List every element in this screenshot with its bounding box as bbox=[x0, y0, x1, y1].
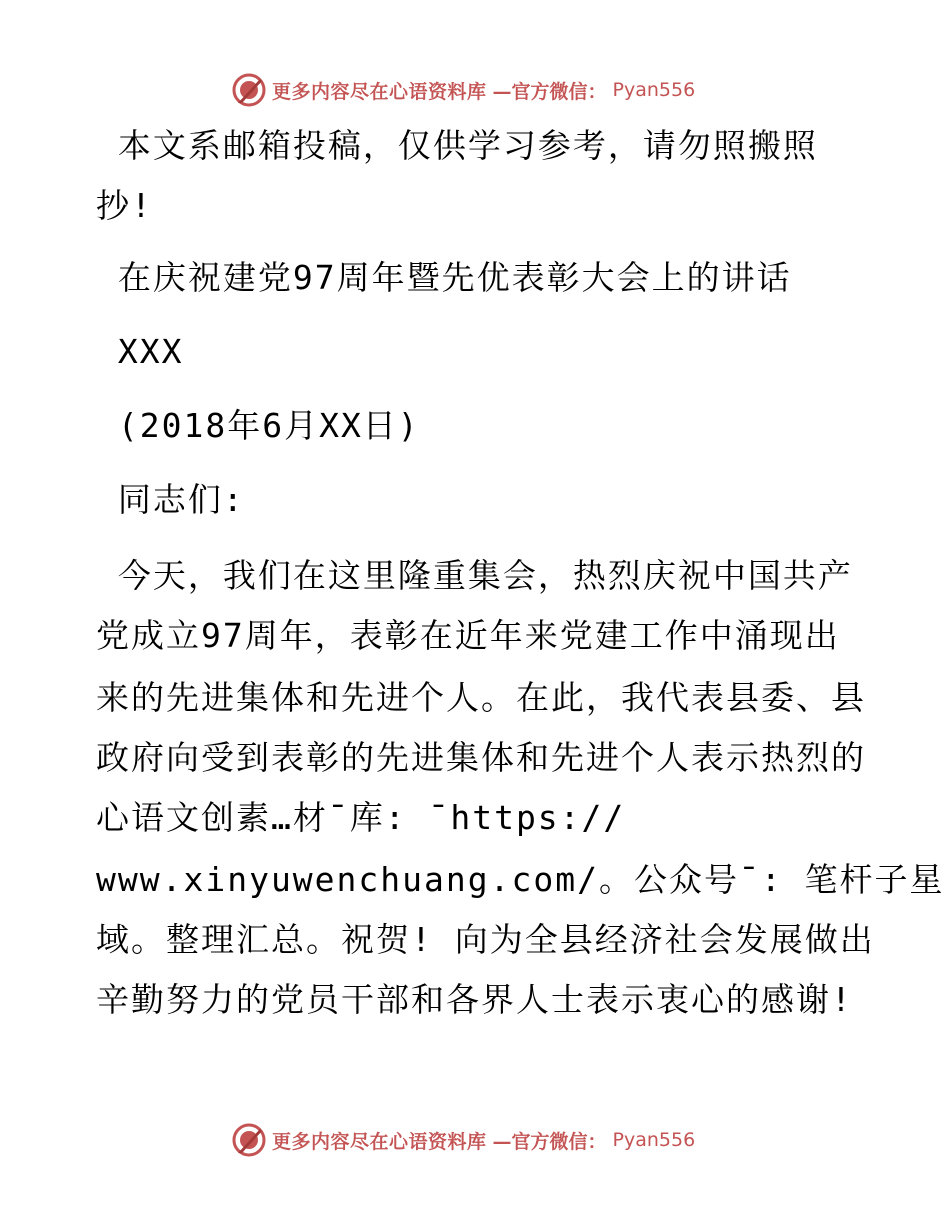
quill-logo-icon bbox=[232, 73, 266, 107]
salutation: 同志们: bbox=[96, 480, 245, 519]
paragraph-line: 心语文创素…材¯库: ¯https:// bbox=[96, 798, 626, 837]
footer-banner bbox=[232, 1122, 695, 1158]
banner-main-text: 更多内容尽在心语资料库 bbox=[272, 1130, 487, 1153]
paragraph-line: 政府向受到表彰的先进集体和先进个人表示热烈的 bbox=[96, 738, 866, 777]
banner-wechat-id: Pyan556 bbox=[612, 79, 696, 101]
speech-author: XXX bbox=[96, 332, 184, 371]
paragraph-line: 域。整理汇总。祝贺! 向为全县经济社会发展做出 bbox=[96, 920, 875, 959]
quill-logo-icon bbox=[232, 1123, 266, 1157]
header-banner bbox=[232, 72, 695, 108]
document-body bbox=[96, 117, 945, 1103]
paragraph-line: 党成立97周年，表彰在近年来党建工作中涌现出 bbox=[96, 616, 840, 655]
paragraph-line: www.xinyuwenchuang.com/。公众号¯: 笔杆子星 bbox=[96, 860, 945, 899]
speech-title: 在庆祝建党97周年暨先优表彰大会上的讲话 bbox=[96, 258, 792, 297]
banner-main-text: 更多内容尽在心语资料库 bbox=[272, 80, 487, 103]
paragraph-line: 辛勤努力的党员干部和各界人士表示衷心的感谢! bbox=[96, 980, 853, 1019]
paragraph-line: 来的先进集体和先进个人。在此，我代表县委、县 bbox=[96, 678, 866, 717]
banner-wechat-id: Pyan556 bbox=[612, 1129, 696, 1151]
paragraph-line: 今天，我们在这里隆重集会，热烈庆祝中国共产 bbox=[96, 556, 853, 595]
notice-line-2: 抄! bbox=[96, 186, 153, 225]
banner-dash-text: —官方微信： bbox=[492, 80, 607, 103]
speech-date: (2018年6月XX日) bbox=[96, 406, 420, 445]
notice-line-1: 本文系邮箱投稿，仅供学习参考，请勿照搬照 bbox=[96, 126, 818, 165]
banner-dash-text: —官方微信： bbox=[492, 1130, 607, 1153]
